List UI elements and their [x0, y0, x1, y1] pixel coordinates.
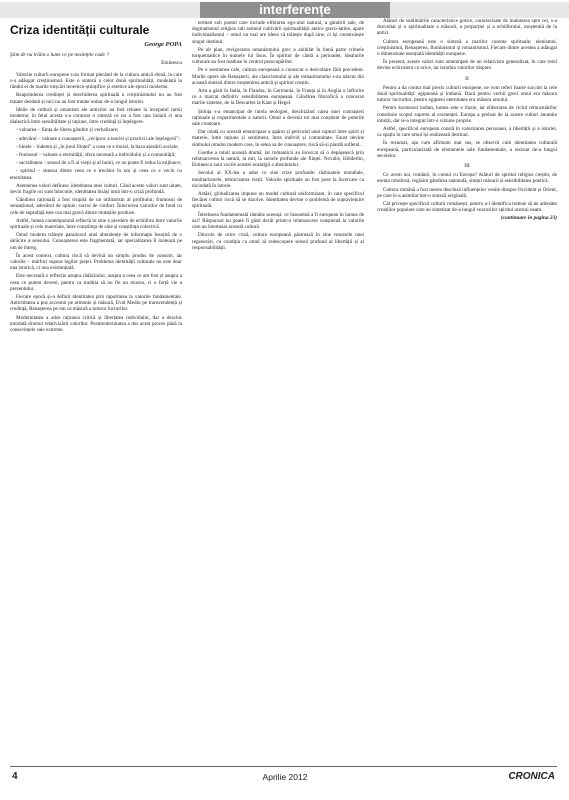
article-column-1 — [10, 24, 182, 762]
paragraph: Pe o asemenea cale, cultura europeană a cunoscut o dezvoltare fără precedent. Marile opere ale Renașterii, ale clasicismului și ale romantismului s-au născut din această sinteză dintre moștenirea antică și spiritul creștin. — [192, 67, 364, 86]
section-number-2: II — [465, 75, 469, 82]
list-item: - spiritul – sinteza dintre ceea ce e trecător în noi și ceea ce e vecin cu eternitatea. — [10, 168, 182, 181]
paragraph: Cultura europeană este o sinteză a marilor curente spirituale: elenismul, creștinismul, Renașterea, Iluminismul și romantismul. Fiecare dintre acestea a adăugat o dimensiune esențială identității europene. — [377, 38, 557, 58]
paragraph: Cultura română a fost mereu deschisă influențelor venite dinspre Occident și Orient, pe care le-a asimilat într-o sinteză originală. — [377, 186, 557, 199]
column-2-paragraphs — [192, 20, 364, 251]
column-3-paragraphs — [377, 18, 557, 72]
paragraph: Secolul al XX-lea a adus cu sine crize profunde: războaiele mondiale, totalitarismele, tehnicizarea vieții. Valorile spirituale au fost puse la încercare ca niciodată în istorie. — [192, 170, 364, 189]
column-1-paragraphs-continued — [10, 183, 182, 333]
column-3-section-3 — [377, 172, 557, 213]
section-label: interferențe — [200, 2, 390, 18]
paragraph: În prezent, aceste valori sunt amenințate de un relativism generalizat, în care totul devine echivalent cu orice, iar ierarhia valorilor dispare. — [377, 59, 557, 72]
paragraph: Este necesară o reflecție asupra rădăcinilor, asupra a ceea ce am fost și asupra a ceea ce putem deveni, pentru ca tradiția să nu fie un muzeu, ci o forță vie a prezentului. — [10, 273, 182, 292]
paragraph: Fiecare epocă și-a definit identitatea prin raportarea la valorile fundamentale. Antichitatea a pus accentul pe armonie și măsură, Evul Mediu pe transcendență și credință, Renașterea pe om ca măsură a tuturor lucrurilor. — [10, 294, 182, 313]
paragraph: Pentru kosmosul indian, lumea este o iluzie, iar eliberarea de ciclul reîncarnărilor constituie scopul suprem al existenței. Europa a preluat de la aceste culturi anumite intuiții, dar le-a integrat într-o viziune proprie. — [377, 105, 557, 124]
paragraph: Dar odată cu această emancipare a apărut și pericolul unei rupturi între spirit și materie, între rațiune și sentiment, între individ și comunitate. Faust devine simbolul omului modern care, în setea sa de cunoaștere, riscă să-și piardă sufletul. — [192, 129, 364, 148]
list-item: - binele – îndemn și „în jurul ființei” a ceea ce e moral, la baza așezării sociale; — [16, 143, 179, 150]
article-motto: Știm de nu trăim o lume ce pe nesimțite cade ? — [10, 52, 109, 59]
continuation-note[interactable]: (continuare în pagina 23) — [500, 215, 557, 222]
paragraph: Valorile culturii europene s-au format plecând de la cultura antică elenă, la care s-a adăugat creștinismul. Este o sinteză a celor două spiritualități, modelată la rândul ei de marile mișcări teoretico-științifice și estetice ale epocii moderne. — [10, 71, 182, 91]
paragraph: Alături de sublimările caracteristice gotice, caracterizate de înaintarea spre cer, s-a dezvoltat și o spiritualitate a măsurii, a proporției și a echilibrului, moștenită de la antici. — [377, 18, 557, 37]
column-1-list — [10, 127, 182, 180]
page-number: 4 — [12, 771, 18, 782]
list-item: - valoarea – ființa de libera gândire și verbalizare; — [16, 127, 119, 134]
list-item: - frumosul – valoare a eternității, sfera necesară a individului și a comunității; — [16, 151, 176, 158]
list-item: - adevărul – valoare a cunoașterii, „reciproc a teoriei și practicii ale înțelegerii”; — [16, 135, 180, 142]
article-column-2 — [192, 20, 364, 762]
paragraph: Astfel, lumea contemporană reflectă în sine o pierdere de echilibru între valorile spirituale și cele materiale, între conștiința de sine și conștiința colectivă. — [10, 217, 182, 230]
publication-name: CRONICA — [508, 771, 555, 782]
paragraph: termen sub poetul care include elibrarea ego-ului natural, a gândirii sale, de dogmatismul religios sub semnul cultivării spiritualității antice greco-latine, apare individualismul – omul nu mai are ideea că trăiește după sine, ci își construiește singur destinul. — [192, 20, 364, 45]
section-header-bar — [0, 2, 569, 18]
paragraph: Dincolo de orice criză, cultura europeană păstrează în sine resursele unei regenerări, cu condiția ca omul să redescopere sensul profund al libertății și al responsabilității. — [192, 232, 364, 251]
paragraph: Știința s-a emancipat de tutela teologiei, deschizând calea unei cunoașteri raționale și experimentale a naturii. Omul a devenit tot mai conștient de puterile sale creatoare. — [192, 108, 364, 128]
article-column-3 — [377, 18, 557, 762]
article-author: George POPA — [144, 41, 182, 48]
paragraph: În acest context, cultura riscă să devină un simplu produs de consum, iar valorile – mărfuri supuse legilor pieței. Problema identității culturale nu este doar una istorică, ci una existențială. — [10, 252, 182, 272]
column-1-paragraphs — [10, 72, 182, 126]
section-number-3: III — [464, 163, 470, 170]
paragraph: Astfel, specificul european constă în valorizarea persoanei, a libertății și a istoriei, ca spațiu în care omul își realizează destinul. — [377, 126, 557, 139]
paragraph: Goethe a intuit această dramă, iar romanticii au încercat să o depășească prin reîntoarcerea la natură, la mit, la sursele profunde ale ființei. Novalis, Hölderlin, Eminescu sunt vocile acestei nostalgii a absolutului. — [192, 149, 364, 169]
paragraph: Gândirea rațională a fost risipită de un utilitarism al profitului; frumosul de senzațional; adevărul de opinie; sacrul de confort. Înlocuirea valorilor de fond cu cele de suprafață este cea mai gravă dintre mutațiile produse. — [10, 197, 182, 216]
paragraph: Arta a găsit în Italia, în Flandra, în Germania, în Franța și în Anglia o înflorire ce a marcat definitiv sensibilitatea europeană. Gândirea filozofică a cunoscut marile sisteme, de la Descartes la Kant și Hegel. — [192, 88, 364, 107]
paragraph: Cât privește specificul culturii românești, pentru a-l identifica trebuie să ne adresăm creațiilor populare care au sintetizat de-a lungul veacurilor spiritul acestui neam. — [377, 201, 557, 214]
paragraph: Ce avem noi, românii, în contul cu Europa? Alături de spiritul religios creștin, de esența ortodoxă, regăsim gândirea rațională, simțul măsurii și sensibilitatea poetică. — [377, 172, 557, 185]
paragraph: În rezumat, aşa cum afirmam mai sus, se observă cum identitatea culturală europeană, particularizată de elementele sale fundamentale, a rezistat de-a lungul secolelor. — [377, 140, 557, 159]
paragraph: Reaprinderea credinței și deschiderea spirituală a creștinismului nu au fost tratate deodată și nici nu au fost tratate unitar de-a lungul istoriei. — [10, 92, 182, 105]
list-item: - sacralitatea – sensul de a fi al vieții și al lumii, ce nu poate fi redus la mijloace; — [16, 160, 182, 167]
column-3-section-2 — [377, 85, 557, 159]
paragraph: Astăzi, globalizarea impune un model cultural uniformizant, în care specificul fiecărei culturi riscă să se dizolve. Identitatea devine o problemă de supraviețuire spirituală. — [192, 191, 364, 210]
paragraph: Pe alt plan, revigorarea umanismului grec a anihilat în bună parte crimele torquemadice în numele lui Iisus. În spiritul de cântă a perioadei, idealurile culturale au fost readuse în centrul preocupărilor. — [192, 46, 364, 66]
paragraph: Ideile de cultură și umanism ale anticilor au fost reluate la începutul lumii moderne; în felul acesta s-a conturat o sinteză ce nu a fost una liniară ci una dialectică între sensibilitate și rațiune, între credință și înțelegere. — [10, 106, 182, 126]
paragraph: Întrebarea fundamentală rămâne aceeași: ce înseamnă a fi european în lumea de azi? Răspunsul nu poate fi găsit decât printr-o reîntoarcere conștientă la valorile care au întemeiat această cultură. — [192, 211, 364, 231]
issue-date: Aprilie 2012 — [262, 772, 308, 782]
motto-source: Eminescu — [161, 59, 182, 66]
paragraph: Pentru a da contur mai precis culturii europene, ne vom referi foarte succint la cele două spiritualități: egipteană și indiană. Dacă pentru vechii greci omul era măsura tuturor lucrurilor, pentru egipteni eternitatea era măsura omului. — [377, 84, 557, 104]
paragraph: Modernitatea a adus rațiunea critică și libertatea individului, dar a deschis totodată drumul relativizării valorilor. Postmodernitatea a dus acest proces până la consecințele sale extreme. — [10, 314, 182, 334]
article-title: Criza identității culturale — [10, 24, 150, 37]
paragraph: Omul modern trăiește paradoxul unei abundențe de informație însoțită de o sărăcire a sensului. Cunoașterea este fragmentată, iar specializarea îl izolează pe om de întreg. — [10, 232, 182, 251]
paragraph: Asemenea valori definesc identitatea unei culturi. Când aceste valori sunt uitate, devin fragile ori sunt înlocuite, identitatea însăși intră într-o criză profundă. — [10, 182, 182, 195]
footer-divider — [10, 766, 557, 767]
